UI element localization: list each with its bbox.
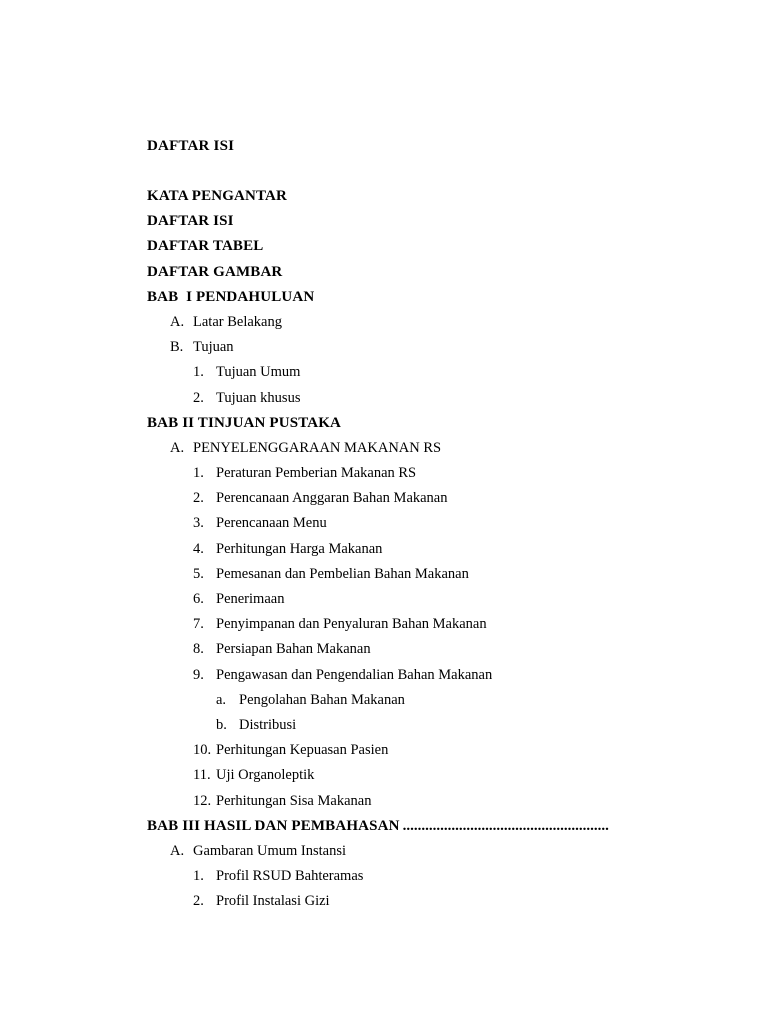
table-of-contents <box>147 186 707 916</box>
toc-entry-label: Tujuan Umum <box>216 364 301 381</box>
toc-entry <box>147 211 707 236</box>
toc-entry <box>147 186 707 211</box>
toc-entry-label: DAFTAR ISI <box>147 213 234 230</box>
toc-entry-label: Pengawasan dan Pengendalian Bahan Makanan <box>216 666 493 683</box>
toc-entry-label: Penyimpanan dan Penyaluran Bahan Makanan <box>216 616 487 633</box>
toc-entry-label: BAB II TINJUAN PUSTAKA <box>147 414 342 431</box>
toc-entry <box>147 413 707 438</box>
toc-entry-number: 5. <box>193 565 204 582</box>
toc-entry-label: Profil Instalasi Gizi <box>216 893 330 910</box>
toc-entry-number: 2. <box>193 490 204 507</box>
toc-entry <box>147 891 707 916</box>
toc-entry-label: Persiapan Bahan Makanan <box>216 641 371 658</box>
toc-entry-number: 3. <box>193 515 204 532</box>
toc-entry-label: KATA PENGANTAR <box>147 188 288 204</box>
toc-entry-number: B. <box>170 339 184 356</box>
page-title: DAFTAR ISI <box>147 138 235 154</box>
toc-entry-label: PENYELENGGARAAN MAKANAN RS <box>193 439 442 456</box>
toc-entry-number: 9. <box>193 666 204 683</box>
toc-entry <box>147 614 707 639</box>
toc-entry-number: A. <box>170 313 185 330</box>
toc-entry-number: 8. <box>193 641 204 658</box>
toc-entry <box>147 841 707 866</box>
toc-entry-label: DAFTAR GAMBAR <box>147 263 283 280</box>
toc-entry-label: Perhitungan Harga Makanan <box>216 540 383 557</box>
toc-entry <box>147 236 707 261</box>
toc-entry-number: 11. <box>193 767 211 784</box>
toc-entry-label: Profil RSUD Bahteramas <box>216 868 364 885</box>
toc-entry-number: 10. <box>193 742 212 759</box>
toc-entry-label: Perhitungan Sisa Makanan <box>216 792 372 809</box>
toc-entry <box>147 488 707 513</box>
toc-entry <box>147 665 707 690</box>
toc-entry-label: Peraturan Pemberian Makanan RS <box>216 465 417 482</box>
toc-entry-number: 1. <box>193 364 204 381</box>
toc-entry-label: Penerimaan <box>216 591 285 607</box>
toc-entry-label: Perhitungan Kepuasan Pasien <box>216 742 389 759</box>
toc-entry <box>147 690 707 715</box>
toc-entry-number: 1. <box>193 465 204 482</box>
toc-entry-number: A. <box>170 439 185 456</box>
toc-entry-number: 6. <box>193 591 204 607</box>
toc-entry-label: Latar Belakang <box>193 313 282 330</box>
toc-entry-label: Uji Organoleptik <box>216 767 315 784</box>
toc-entry-label: Tujuan <box>193 339 234 356</box>
toc-entry-number: 2. <box>193 893 204 910</box>
toc-entry <box>147 765 707 790</box>
toc-entry-number: b. <box>216 716 227 733</box>
toc-entry-number: a. <box>216 691 227 708</box>
toc-entry <box>147 539 707 564</box>
toc-entry-label: Gambaran Umum Instansi <box>193 842 347 859</box>
toc-entry <box>147 740 707 765</box>
toc-entry-number: 7. <box>193 616 204 633</box>
toc-entry <box>147 715 707 740</box>
toc-entry <box>147 816 707 841</box>
toc-entry <box>147 312 707 337</box>
toc-entry-number: 12. <box>193 792 212 809</box>
toc-entry <box>147 463 707 488</box>
toc-entry-leader-dots: ....................................................... <box>402 817 609 834</box>
toc-entry-label: Perencanaan Anggaran Bahan Makanan <box>216 490 448 507</box>
toc-entry-label: Tujuan khusus <box>216 389 301 406</box>
toc-entry <box>147 262 707 287</box>
toc-entry <box>147 639 707 664</box>
toc-entry-number: 4. <box>193 540 204 557</box>
toc-entry-label: Perencanaan Menu <box>216 515 327 532</box>
toc-entry <box>147 362 707 387</box>
toc-entry <box>147 513 707 538</box>
toc-entry-number: A. <box>170 842 185 859</box>
toc-entry <box>147 791 707 816</box>
toc-entry <box>147 388 707 413</box>
toc-entry <box>147 866 707 891</box>
toc-entry-label: DAFTAR TABEL <box>147 238 264 255</box>
toc-entry <box>147 438 707 463</box>
toc-entry <box>147 564 707 589</box>
toc-entry <box>147 287 707 312</box>
toc-entry-label: BAB I PENDAHULUAN <box>147 288 315 305</box>
toc-entry <box>147 337 707 362</box>
toc-entry-number: 1. <box>193 868 204 885</box>
toc-entry-label: BAB III HASIL DAN PEMBAHASAN <box>147 817 400 834</box>
toc-entry-label: Pemesanan dan Pembelian Bahan Makanan <box>216 565 469 582</box>
toc-entry-label: Pengolahan Bahan Makanan <box>239 691 405 708</box>
toc-entry-number: 2. <box>193 389 204 406</box>
toc-entry <box>147 589 707 614</box>
toc-entry-label: Distribusi <box>239 716 297 733</box>
